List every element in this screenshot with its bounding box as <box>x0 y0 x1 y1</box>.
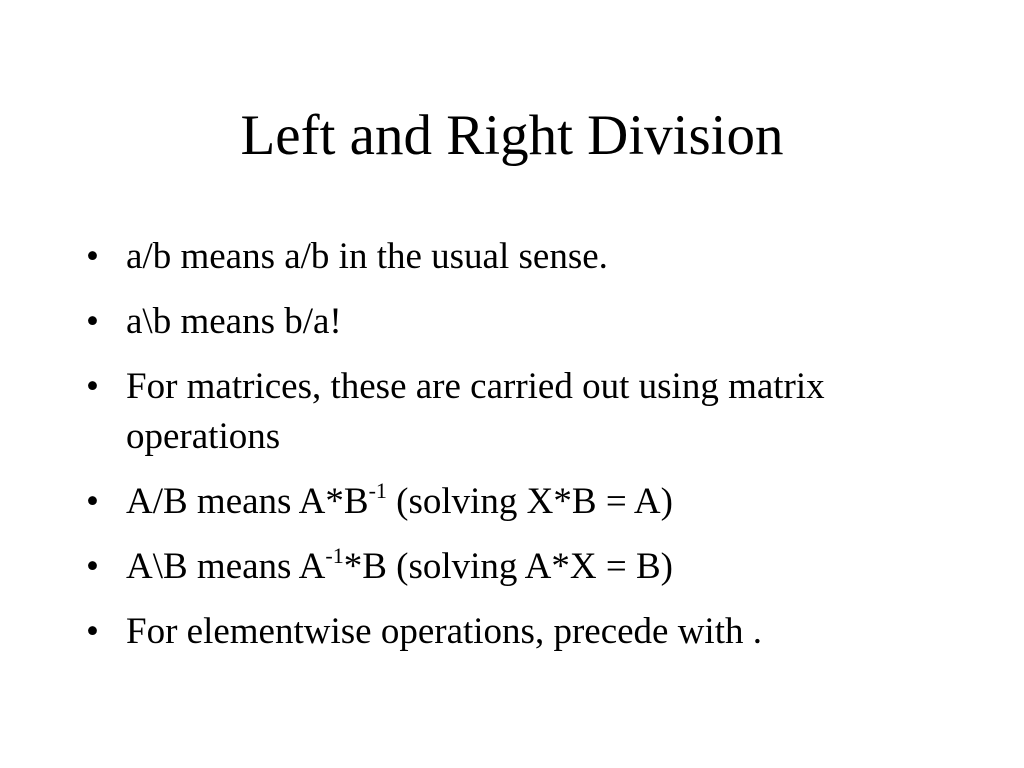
bullet-item <box>86 297 946 347</box>
slide-title: Left and Right Division <box>240 104 784 167</box>
bullet-dot-icon: • <box>86 301 99 342</box>
superscript: -1 <box>325 542 344 568</box>
bullet-text: a\b means b/a! <box>126 301 342 342</box>
bullet-item <box>86 477 946 527</box>
bullet-text-pre: A\B means A <box>126 546 326 587</box>
bullet-dot-icon: • <box>86 546 99 587</box>
bullet-text-pre: A/B means A*B <box>126 481 369 522</box>
bullet-text: For matrices, these are carried out using matrix operations <box>126 366 825 457</box>
bullet-text-post: *B (solving A*X = B) <box>343 546 673 587</box>
superscript: -1 <box>368 477 387 503</box>
bullet-item <box>86 362 946 462</box>
bullet-dot-icon: • <box>86 366 99 407</box>
bullet-dot-icon: • <box>86 611 99 652</box>
bullet-text-post: (solving X*B = A) <box>386 481 673 522</box>
bullet-item <box>86 232 946 282</box>
bullet-item <box>86 607 946 657</box>
bullet-text: a/b means a/b in the usual sense. <box>126 236 608 277</box>
bullet-list <box>86 232 946 672</box>
bullet-dot-icon: • <box>86 236 99 277</box>
bullet-text: For elementwise operations, precede with . <box>126 611 762 652</box>
bullet-dot-icon: • <box>86 481 99 522</box>
bullet-item <box>86 542 946 592</box>
